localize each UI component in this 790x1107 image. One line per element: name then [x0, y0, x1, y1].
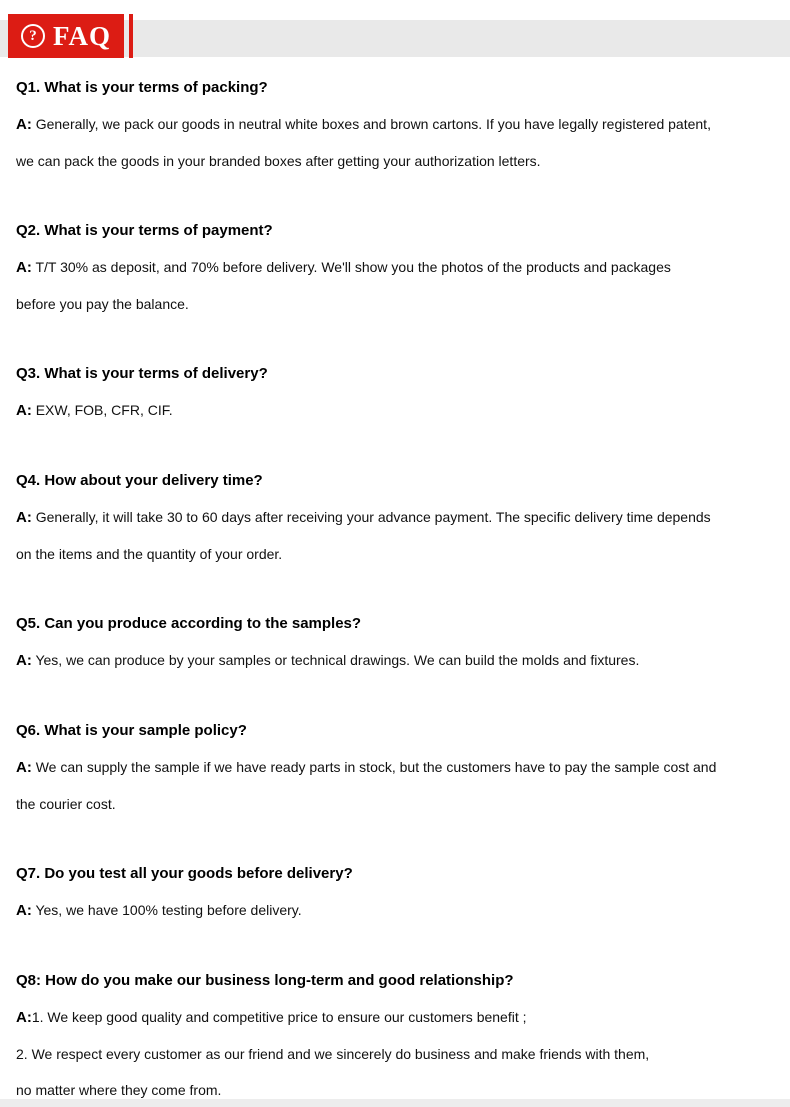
- faq-item: [16, 963, 774, 1107]
- answer-label: A:: [16, 259, 32, 276]
- answer-text: Generally, it will take 30 to 60 days after receiving your advance payment. The specific delivery time depends: [31, 509, 711, 525]
- faq-answer-line: we can pack the goods in your branded boxes after getting your authorization letters.: [16, 153, 541, 169]
- faq-answer-line: [16, 642, 774, 679]
- answer-label: A:: [16, 759, 32, 776]
- answer-text: EXW, FOB, CFR, CIF.: [31, 402, 173, 418]
- faq-question: Q7. Do you test all your goods before delivery?: [16, 865, 353, 882]
- answer-label: A:: [16, 509, 32, 526]
- faq-answer-line: before you pay the balance.: [16, 296, 189, 312]
- answer-label: A:: [16, 652, 32, 669]
- faq-question: Q3. What is your terms of delivery?: [16, 365, 268, 382]
- faq-answer-line: [16, 999, 774, 1036]
- answer-label: A:: [16, 1009, 32, 1026]
- footer-gray-bar: [0, 1099, 790, 1107]
- faq-item: [16, 213, 774, 322]
- answer-text: We can supply the sample if we have ready parts in stock, but the customers have to pay the sample cost and: [31, 759, 717, 775]
- faq-answer-line: no matter where they come from.: [16, 1082, 222, 1098]
- faq-item: [16, 606, 774, 679]
- faq-answer-line: [16, 392, 774, 429]
- faq-answer-line: [16, 106, 774, 143]
- faq-question: Q8: How do you make our business long-term and good relationship?: [16, 972, 514, 989]
- question-mark-icon: [21, 24, 45, 48]
- faq-answer-line: on the items and the quantity of your order.: [16, 546, 283, 562]
- faq-item: [16, 856, 774, 929]
- faq-title-box: [8, 14, 124, 58]
- faq-item: [16, 713, 774, 822]
- faq-answer-line: [16, 892, 774, 929]
- faq-answer-line: [16, 749, 774, 786]
- question-mark-glyph: ?: [29, 27, 37, 44]
- answer-text: Yes, we have 100% testing before delivery.: [31, 902, 302, 918]
- header-accent-line: [129, 14, 133, 58]
- answer-text: Generally, we pack our goods in neutral white boxes and brown cartons. If you have legally registered patent,: [31, 116, 711, 132]
- faq-question: Q2. What is your terms of payment?: [16, 222, 273, 239]
- faq-answer-line: [16, 249, 774, 286]
- faq-answer-line: [16, 499, 774, 536]
- section-title: FAQ: [53, 20, 111, 51]
- answer-label: A:: [16, 116, 32, 133]
- faq-list: [0, 60, 790, 1107]
- faq-item: [16, 463, 774, 572]
- faq-question: Q5. Can you produce according to the samples?: [16, 615, 362, 632]
- faq-answer-line: the courier cost.: [16, 796, 116, 812]
- answer-text: T/T 30% as deposit, and 70% before delivery. We'll show you the photos of the products and packages: [31, 259, 671, 275]
- faq-item: [16, 70, 774, 179]
- answer-text: Yes, we can produce by your samples or technical drawings. We can build the molds and fixtures.: [31, 652, 640, 668]
- answer-text: 1. We keep good quality and competitive price to ensure our customers benefit ;: [31, 1009, 527, 1025]
- faq-answer-line: 2. We respect every customer as our friend and we sincerely do business and make friends with them,: [16, 1046, 650, 1062]
- faq-question: Q4. How about your delivery time?: [16, 472, 263, 489]
- faq-question: Q1. What is your terms of packing?: [16, 79, 268, 96]
- section-header: [0, 0, 790, 60]
- answer-label: A:: [16, 402, 32, 419]
- faq-question: Q6. What is your sample policy?: [16, 722, 247, 739]
- faq-item: [16, 356, 774, 429]
- answer-label: A:: [16, 902, 32, 919]
